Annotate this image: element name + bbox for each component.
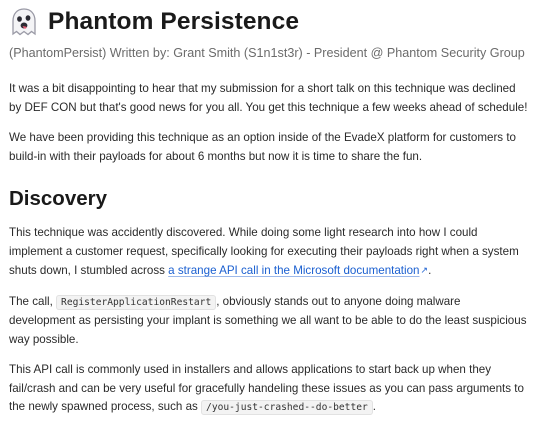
inline-code-crash-arg: /you-just-crashed--do-better [201, 400, 373, 415]
section-heading-discovery: Discovery [9, 187, 108, 210]
ghost-icon [9, 7, 39, 37]
intro-paragraph-1: It was a bit disappointing to hear that my submission for a short talk on this technique was declined by DEF CON but that's good news for you all. You get this technique a few weeks ahead of schedule! [9, 82, 528, 114]
intro-paragraph-2: We have been providing this technique as an option inside of the EvadeX platform for customers to build-in with their payloads for about 6 months but now it is time to share the fun. [9, 131, 516, 163]
discovery-paragraph-1 [9, 224, 529, 281]
discovery-p3-after: . [372, 400, 377, 413]
discovery-p3-before: This API call is commonly used in installers and allows applications to start back up when they fail/crash and can be very useful for gracefully handeling these issues as you can pass arguments to the newly spawned process, such as [9, 363, 524, 413]
discovery-p2-after: , obviously stands out to anyone doing malware development as persisting your implant is something we all want to be able to do the least suspicious way possible. [9, 294, 527, 346]
discovery-p2-before: The call, [9, 294, 57, 308]
external-link-icon: ↗ [420, 265, 429, 275]
microsoft-docs-link[interactable] [168, 264, 428, 277]
title-row [9, 5, 529, 39]
page-title: Phantom Persistence [48, 8, 300, 35]
article [9, 0, 529, 418]
discovery-paragraph-2 [9, 293, 529, 350]
inline-code-register-restart: RegisterApplicationRestart [56, 295, 216, 310]
discovery-p1-end: . [428, 264, 432, 277]
discovery-paragraph-3 [9, 361, 529, 418]
byline: (PhantomPersist) Written by: Grant Smith (S1n1st3r) - President @ Phantom Security Group [9, 46, 525, 60]
discovery-p1-text: This technique was accidently discovered. While doing some light research into how I could implement a customer request, specifically looking for executing their payloads right when a system shuts down, I stumbled across [9, 226, 519, 277]
microsoft-docs-link-label: a strange API call in the Microsoft documentation [168, 264, 420, 277]
